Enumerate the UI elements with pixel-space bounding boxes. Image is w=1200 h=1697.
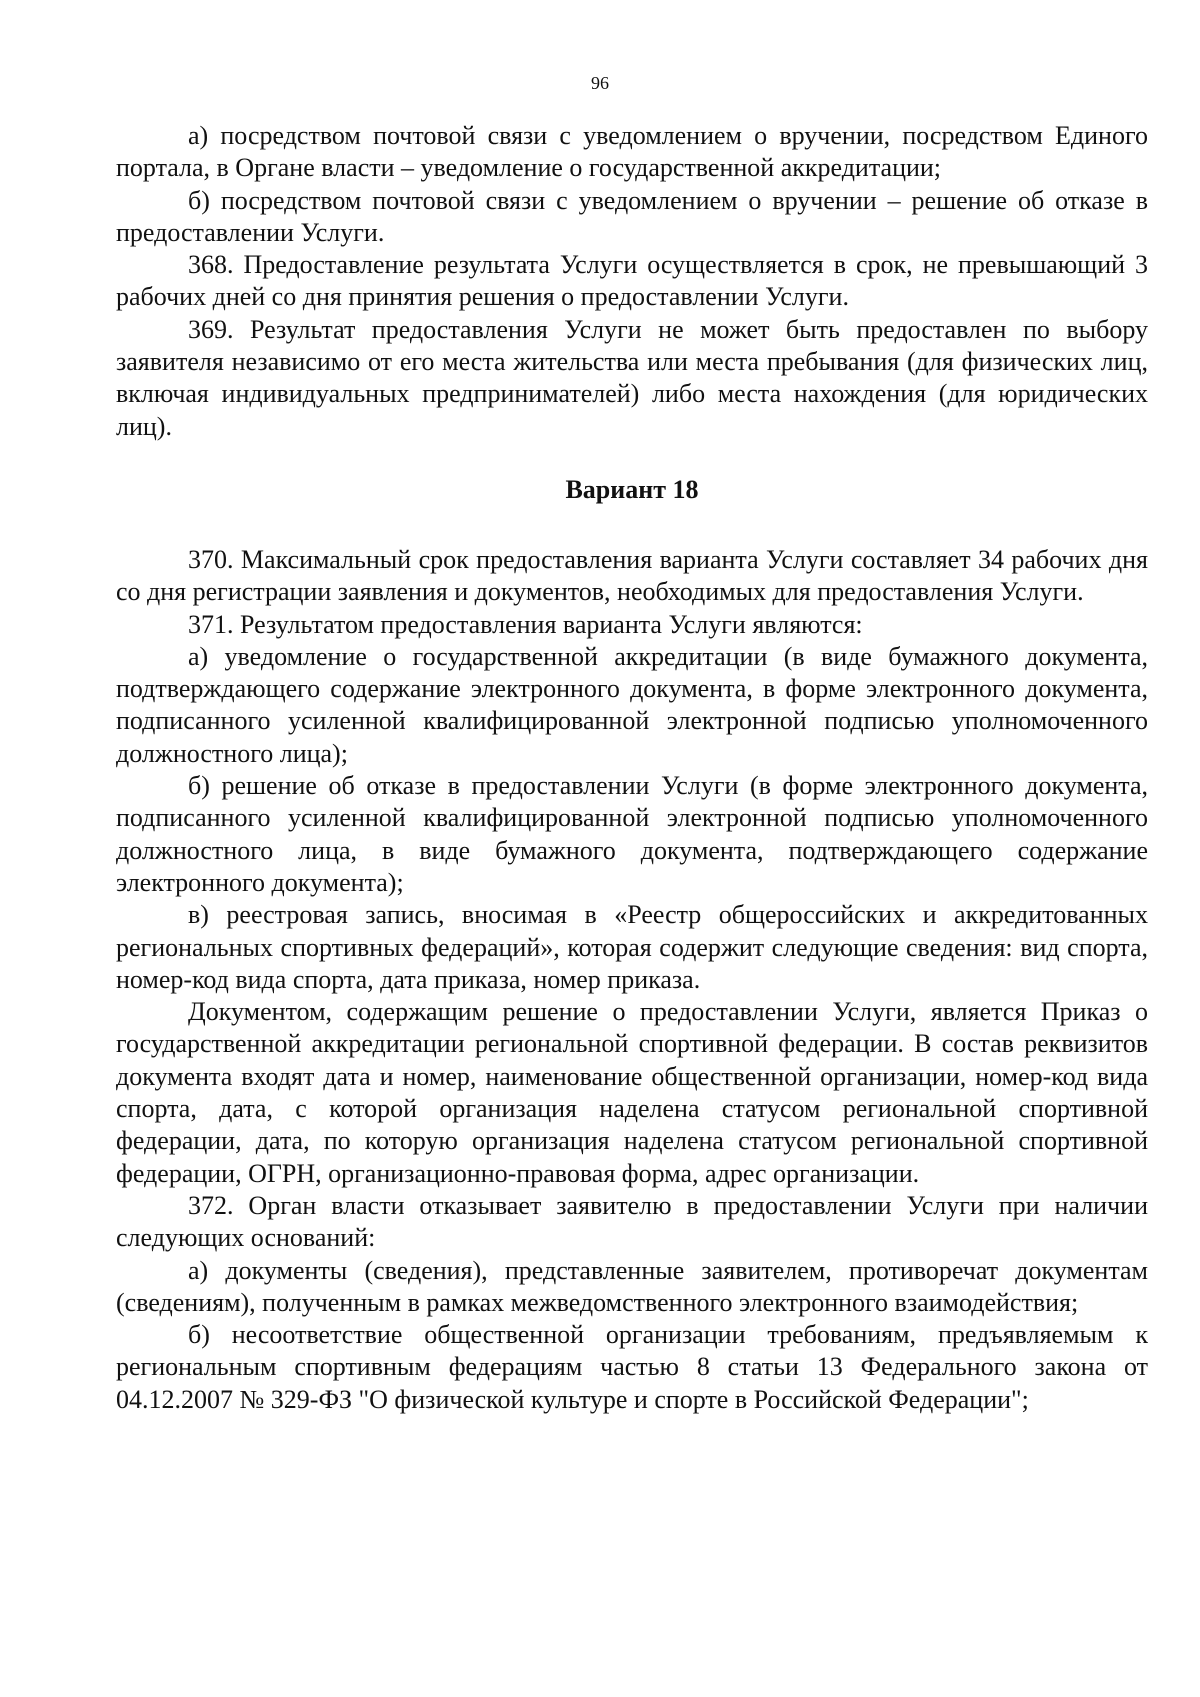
section-title: Вариант 18 — [565, 474, 699, 504]
paragraph-371-v: в) реестровая запись, вносимая в «Реестр общероссийских и аккредитованных региональных спортивных федераций», которая содержит следующие сведения: вид спорта, номер-код вида спорта, дата приказа, номер приказа. — [116, 900, 1148, 994]
paragraph-369: 369. Результат предоставления Услуги не может быть предоставлен по выбору заявителя независимо от его места жительства или места пребывания (для физических лиц, включая индивидуальных предпринимателей) либо места нахождения (для юридических лиц). — [116, 314, 1148, 441]
paragraph-372-a: а) документы (сведения), представленные заявителем, противоречат документам (сведениям), полученным в рамках межведомственного электронного взаимодействия; — [116, 1255, 1148, 1317]
paragraph-370: 370. Максимальный срок предоставления варианта Услуги составляет 34 рабочих дня со дня регистрации заявления и документов, необходимых для предоставления Услуги. — [116, 544, 1148, 607]
paragraph-decision-document: Документом, содержащим решение о предоставлении Услуги, является Приказ о государственной аккредитации региональной спортивной федерации. В состав реквизитов документа входят дата и номер, наименование общественной организации, номер-код вида спорта, дата, с которой организация наделена статусом региональной спортивной федерации, дата, по которую организация наделена статусом региональной спортивной федерации, ОГРН, организационно-правовая форма, адрес организации. — [116, 997, 1148, 1188]
paragraph-368-b: б) посредством почтовой связи с уведомлением о вручении – решение об отказе в предоставлении Услуги. — [116, 185, 1148, 247]
paragraph-372-b: б) несоответствие общественной организации требованиям, предъявляемым к региональным спортивным федерациям частью 8 статьи 13 Федерального закона от 04.12.2007 № 329-ФЗ "О физической культуре и спорте в Российской Федерации"; — [116, 1320, 1148, 1414]
paragraph-371: 371. Результатом предоставления варианта Услуги являются: — [188, 609, 863, 639]
paragraph-368: 368. Предоставление результата Услуги осуществляется в срок, не превышающий 3 рабочих дней со дня принятия решения о предоставлении Услуги. — [116, 250, 1148, 312]
page-number: 96 — [591, 73, 609, 93]
paragraph-371-b: б) решение об отказе в предоставлении Услуги (в форме электронного документа, подписанного усиленной квалифицированной электронной подписью уполномоченного должностного лица, в виде бумажного документа, подтверждающего содержание электронного документа); — [116, 771, 1148, 897]
paragraph-371-a: а) уведомление о государственной аккредитации (в виде бумажного документа, подтверждающего содержание электронного документа, в форме электронного документа, подписанного усиленной квалифицированной электронной подписью уполномоченного должностного лица); — [116, 641, 1148, 768]
paragraph-368-a: а) посредством почтовой связи с уведомлением о вручении, посредством Единого портала, в Органе власти – уведомление о государственной аккредитации; — [116, 121, 1148, 183]
document-body — [116, 120, 1148, 1416]
paragraph-372: 372. Орган власти отказывает заявителю в предоставлении Услуги при наличии следующих оснований: — [116, 1190, 1148, 1253]
